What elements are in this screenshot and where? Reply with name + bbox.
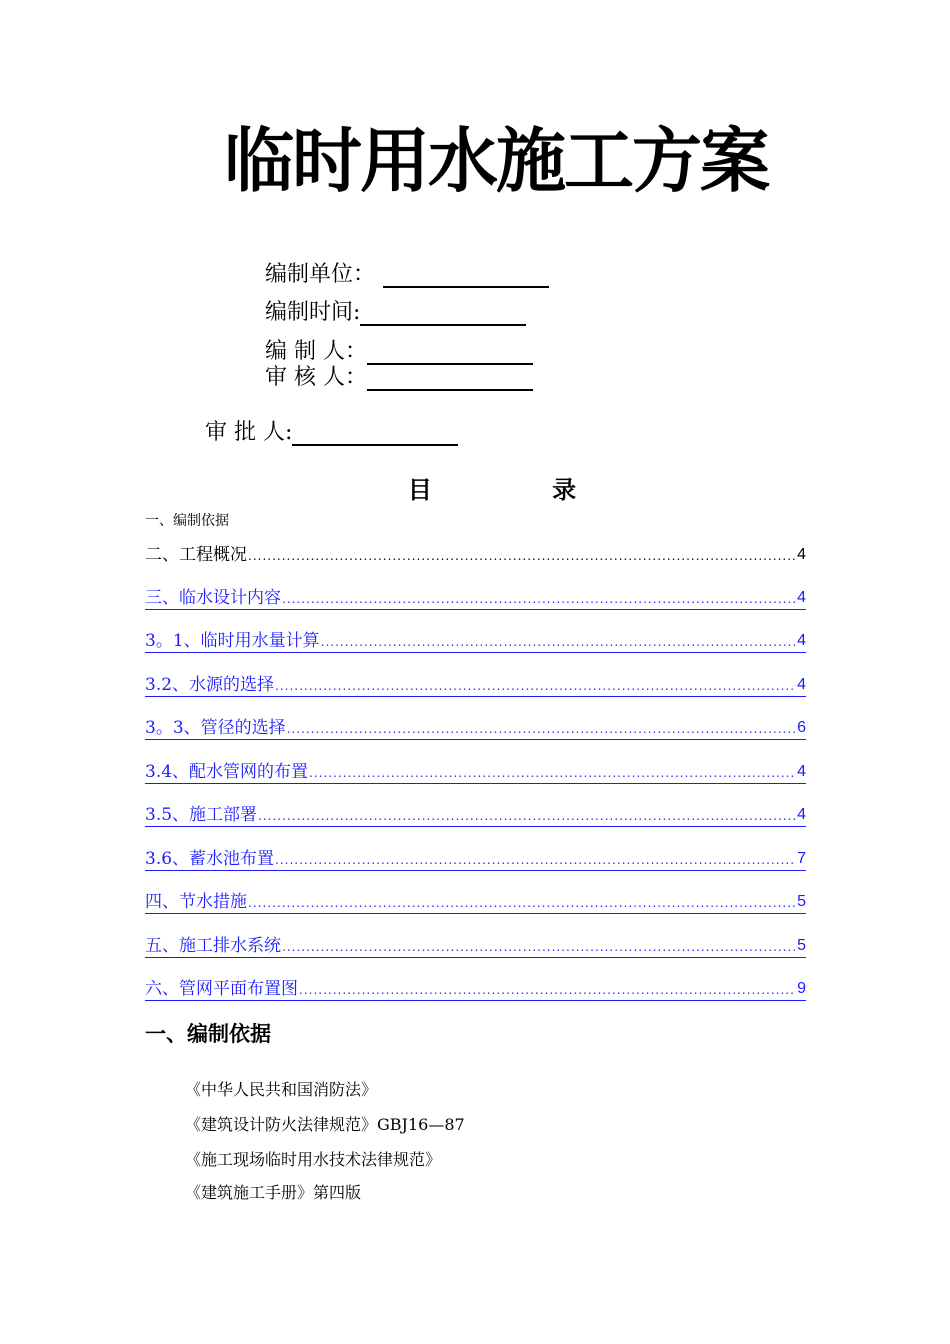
compile-time-row [265, 300, 526, 326]
toc-link[interactable] [145, 889, 806, 914]
toc-heading: 目 录 [407, 476, 633, 504]
toc-leader [299, 983, 796, 997]
toc-link[interactable] [145, 976, 806, 1001]
toc-link-text: 三、临水设计内容 [145, 588, 281, 608]
toc-leader [287, 722, 796, 736]
reference-item: 《建筑设计防火法律规范》GBJ16—87 [185, 1115, 465, 1134]
toc-page-number: 4 [797, 763, 806, 780]
toc-leader [309, 766, 796, 780]
approver-blank [292, 420, 458, 446]
reference-item: 《建筑施工手册》第四版 [185, 1183, 362, 1202]
toc-leader [321, 635, 796, 649]
compile-unit-blank [383, 262, 549, 288]
toc-link[interactable] [145, 933, 806, 958]
approver-label: 审 批 人: [205, 420, 293, 445]
toc-link-text: 五、施工排水系统 [145, 936, 281, 956]
document-title: 临时用水施工方案 [224, 120, 768, 202]
toc-link[interactable] [145, 846, 806, 871]
toc-link[interactable] [145, 628, 806, 653]
section-heading: 一、编制依据 [145, 1022, 271, 1046]
toc-page-number: 4 [797, 589, 806, 606]
approver-row [205, 420, 458, 446]
toc-item-basis: 一、编制依据 [145, 513, 229, 529]
reference-item: 《施工现场临时用水技术法律规范》 [185, 1150, 442, 1169]
compile-unit-row [265, 262, 549, 288]
author-row [265, 339, 533, 365]
toc-page-number: 4 [797, 546, 806, 563]
compile-time-blank [360, 300, 526, 326]
toc-page-number: 4 [797, 676, 806, 693]
toc-page-number: 4 [797, 632, 806, 649]
author-label: 编 制 人： [265, 339, 367, 364]
toc-link[interactable] [145, 672, 806, 697]
toc-page-number: 4 [797, 806, 806, 823]
author-blank [367, 339, 533, 365]
toc-leader [248, 549, 796, 563]
toc-page-number: 5 [797, 937, 806, 954]
toc-link-text: 六、管网平面布置图 [145, 979, 298, 999]
reviewer-row [265, 365, 533, 391]
toc-link-text: 3.4、配水管网的布置 [145, 762, 309, 782]
compile-unit-label: 编制单位： [265, 262, 376, 287]
toc-item[interactable] [145, 542, 806, 566]
toc-link[interactable] [145, 759, 806, 784]
reviewer-blank [367, 365, 533, 391]
toc-link-text: 3。1、临时用水量计算 [145, 631, 320, 651]
toc-link[interactable] [145, 802, 806, 827]
toc-leader [275, 853, 796, 867]
toc-leader [282, 940, 796, 954]
toc-leader [248, 896, 796, 910]
toc-link-text: 3。3、管径的选择 [145, 718, 286, 738]
toc-leader [282, 592, 796, 606]
toc-page-number: 6 [797, 719, 806, 736]
reviewer-label: 审 核 人： [265, 365, 367, 390]
toc-link[interactable] [145, 585, 806, 610]
compile-time-label: 编制时间: [265, 300, 361, 325]
toc-link-text: 3.5、施工部署 [145, 805, 258, 825]
toc-link[interactable] [145, 715, 806, 740]
toc-link-text: 四、节水措施 [145, 892, 247, 912]
toc-link-text: 3.6、蓄水池布置 [145, 849, 275, 869]
toc-leader [258, 809, 796, 823]
toc-leader [275, 679, 796, 693]
toc-item-text: 二、工程概况 [145, 545, 247, 565]
toc-page-number: 9 [797, 980, 806, 997]
toc-page-number: 7 [797, 850, 806, 867]
toc-link-text: 3.2、水源的选择 [145, 675, 275, 695]
toc-page-number: 5 [797, 893, 806, 910]
reference-item: 《中华人民共和国消防法》 [185, 1080, 378, 1099]
